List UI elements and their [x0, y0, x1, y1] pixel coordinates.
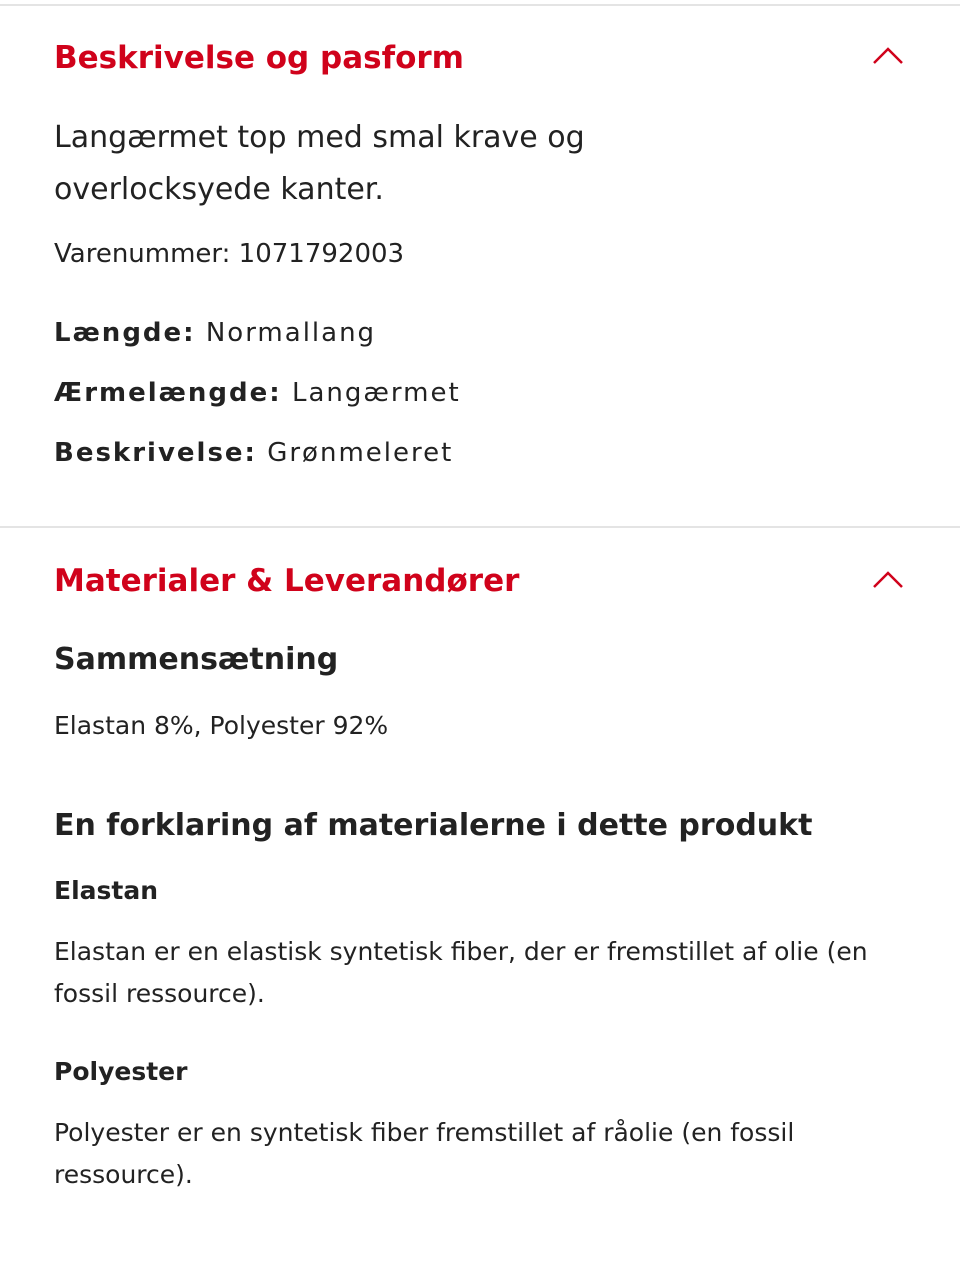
section-title-materials[interactable]: Materialer & Leverandører — [54, 563, 520, 599]
attribute-value: Normallang — [205, 318, 377, 348]
attribute-value: Langærmet — [291, 378, 461, 408]
top-divider — [0, 4, 960, 6]
attribute-length — [54, 313, 376, 353]
composition-text: Elastan 8%, Polyester 92% — [54, 711, 389, 740]
chevron-up-icon[interactable] — [872, 570, 904, 590]
material-name-elastan: Elastan — [54, 876, 159, 905]
attribute-key: Længde: — [54, 318, 196, 348]
chevron-up-icon[interactable] — [872, 46, 904, 66]
attribute-sleeve-length — [54, 373, 461, 413]
product-description: Langærmet top med smal krave og overlocksyede kanter. — [54, 120, 585, 207]
section-title-description[interactable]: Beskrivelse og pasform — [54, 40, 464, 76]
attribute-color-description — [54, 433, 453, 473]
material-text-polyester: Polyester er en syntetisk fiber fremstillet af råolie (en fossil ressource). — [54, 1118, 795, 1189]
composition-heading: Sammensætning — [54, 642, 339, 677]
article-number: Varenummer: 1071792003 — [54, 239, 405, 269]
attribute-key: Ærmelængde: — [54, 378, 282, 408]
material-name-polyester: Polyester — [54, 1057, 188, 1086]
material-text-elastan: Elastan er en elastisk syntetisk fiber, der er fremstillet af olie (en fossil ressource). — [54, 937, 868, 1008]
materials-explanation-heading: En forklaring af materialerne i dette produkt — [54, 808, 813, 843]
section-divider — [0, 526, 960, 528]
attribute-key: Beskrivelse: — [54, 438, 257, 468]
attribute-value: Grønmeleret — [267, 438, 454, 468]
